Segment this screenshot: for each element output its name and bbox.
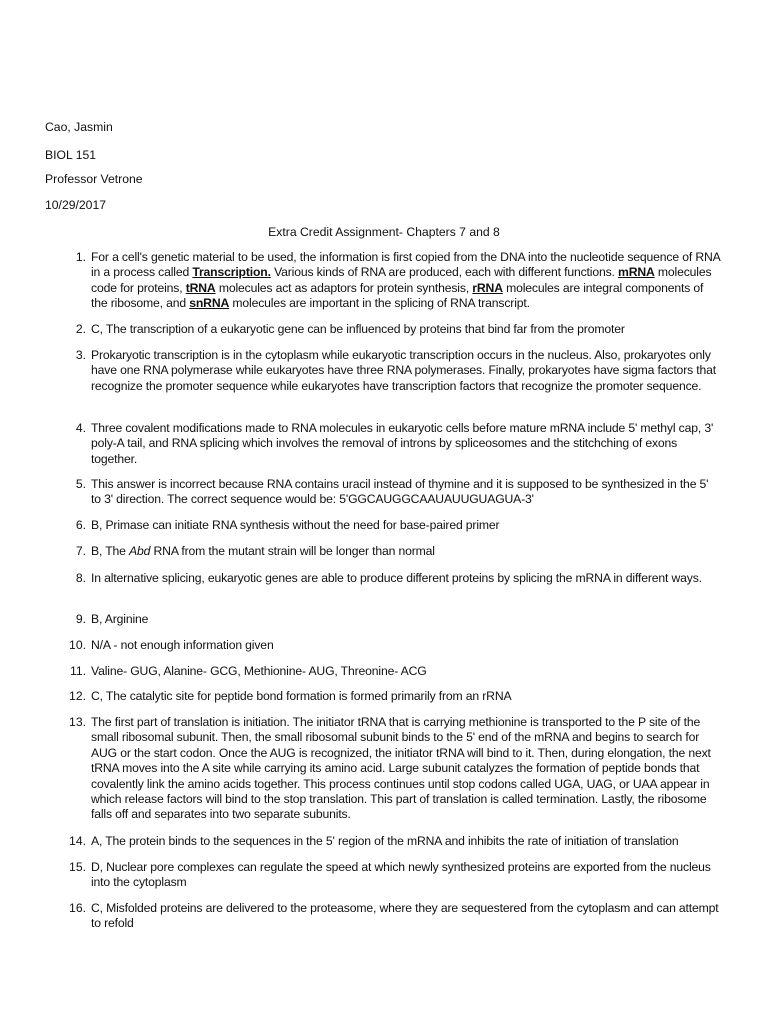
answer-item-14	[60, 834, 720, 849]
item-text: A, The protein binds to the sequences in the 5' region of the mRNA and inhibits the rate of initiation of translation	[91, 834, 679, 848]
key-term-mrna: mRNA	[618, 265, 655, 280]
item-number: 7.	[75, 544, 86, 558]
assignment-date: 10/29/2017	[45, 198, 106, 212]
answer-item-6	[60, 518, 720, 533]
item-text: In alternative splicing, eukaryotic genes are able to produce different proteins by splicing the mRNA in different ways.	[91, 571, 702, 585]
item-number: 6.	[75, 518, 86, 532]
item-number: 1.	[75, 250, 86, 264]
answer-item-16	[60, 901, 720, 932]
item-text: C, The catalytic site for peptide bond formation is formed primarily from an rRNA	[91, 689, 512, 703]
item-text: C, Misfolded proteins are delivered to the proteasome, where they are sequestered from the cytoplasm and can attempt to refold	[91, 901, 719, 931]
key-term-rrna: rRNA	[472, 280, 503, 295]
item-text: Prokaryotic transcription is in the cytoplasm while eukaryotic transcription occurs in the nucleus. Also, prokaryotes only have one RNA polymerase while eukaryotes have three RNA polymerases. Finally, prokaryotes have sigma factors that recognize the promoter sequence while eukaryotes have transcription factors that recognize the promoter sequence.	[91, 348, 717, 393]
item-text: B, Primase can initiate RNA synthesis without the need for base-paired primer	[91, 518, 500, 532]
gene-name-abd: Abd	[129, 544, 151, 558]
answer-item-3	[60, 348, 720, 394]
item-number: 12.	[69, 689, 86, 703]
student-name: Cao, Jasmin	[45, 120, 113, 134]
item-number: 16.	[69, 901, 86, 915]
item-text: N/A - not enough information given	[91, 638, 274, 652]
answer-item-7	[60, 544, 720, 559]
item-number: 3.	[75, 348, 86, 362]
answer-item-12	[60, 689, 720, 704]
item-text: D, Nuclear pore complexes can regulate the speed at which newly synthesized proteins are exported from the nucleus into the cytoplasm	[91, 860, 711, 890]
item-text: B, Arginine	[91, 612, 149, 626]
item-number: 9.	[75, 612, 86, 626]
answer-item-10	[60, 638, 720, 653]
item-number: 5.	[75, 477, 86, 491]
item-number: 13.	[69, 715, 86, 729]
answer-item-15	[60, 860, 720, 891]
item-text: Three covalent modifications made to RNA molecules in eukaryotic cells before mature mRNA include 5' methyl cap, 3' poly-A tail, and RNA splicing which involves the removal of introns by spliceosomes and the stitchching of exons together.	[91, 421, 714, 466]
item-number: 2.	[75, 322, 86, 336]
course-code: BIOL 151	[45, 148, 97, 162]
key-term-transcription: Transcription.	[192, 265, 271, 280]
answer-item-9	[60, 612, 720, 627]
item-text: This answer is incorrect because RNA contains uracil instead of thymine and it is supposed to be synthesized in the 5' to 3' direction. The correct sequence would be: 5'GGCAUGGCAAUAUUGUAGUA-3'	[91, 477, 709, 507]
item-text: B, The Abd RNA from the mutant strain will be longer than normal	[91, 544, 435, 558]
answer-item-11	[60, 664, 720, 679]
key-term-trna: tRNA	[185, 280, 216, 295]
answer-item-1	[60, 250, 720, 312]
item-number: 4.	[75, 421, 86, 435]
answer-item-2	[60, 322, 720, 337]
item-text: Valine- GUG, Alanine- GCG, Methionine- AUG, Threonine- ACG	[91, 664, 427, 678]
item-number: 15.	[69, 860, 86, 874]
answer-item-5	[60, 477, 720, 508]
item-text: C, The transcription of a eukaryotic gene can be influenced by proteins that bind far from the promoter	[91, 322, 625, 336]
key-term-snrna: snRNA	[189, 296, 230, 311]
answer-item-13	[60, 715, 720, 823]
item-number: 14.	[69, 834, 86, 848]
assignment-title: Extra Credit Assignment- Chapters 7 and 8	[268, 225, 500, 239]
item-number: 11.	[69, 664, 86, 678]
answer-item-4	[60, 421, 720, 467]
answer-item-8	[60, 571, 720, 586]
item-number: 8.	[75, 571, 86, 585]
item-text: The first part of translation is initiation. The initiator tRNA that is carrying methionine is transported to the P site of the small ribosomal subunit. Then, the small ribosomal subunit binds to the 5' end of the mRNA and begins to search for AUG or the start codon. Once the AUG is recognized, the initiator tRNA will bind to it. Then, during elongation, the next tRNA moves into the A site while carrying its amino acid. Large subunit catalyzes the formation of peptide bonds that covalently link the amino acids together. This process continues until stop codons called UGA, UAG, or UAA appear in which release factors will bind to the stop translation. This part of translation is called termination. Lastly, the ribosome falls off and separates into two separate subunits.	[91, 715, 711, 822]
item-text: For a cell's genetic material to be used, the information is first copied from the DNA into the nucleotide sequence of RNA in a process called Transcription. Various kinds of RNA are produced, each with different functions. mRNA molecules code for proteins, tRNA molecules act as adaptors for protein synthesis, rRNA molecules are integral components of the ribosome, and snRNA molecules are important in the splicing of RNA transcript.	[91, 250, 720, 311]
item-number: 10.	[69, 638, 86, 652]
professor-name: Professor Vetrone	[45, 172, 143, 186]
